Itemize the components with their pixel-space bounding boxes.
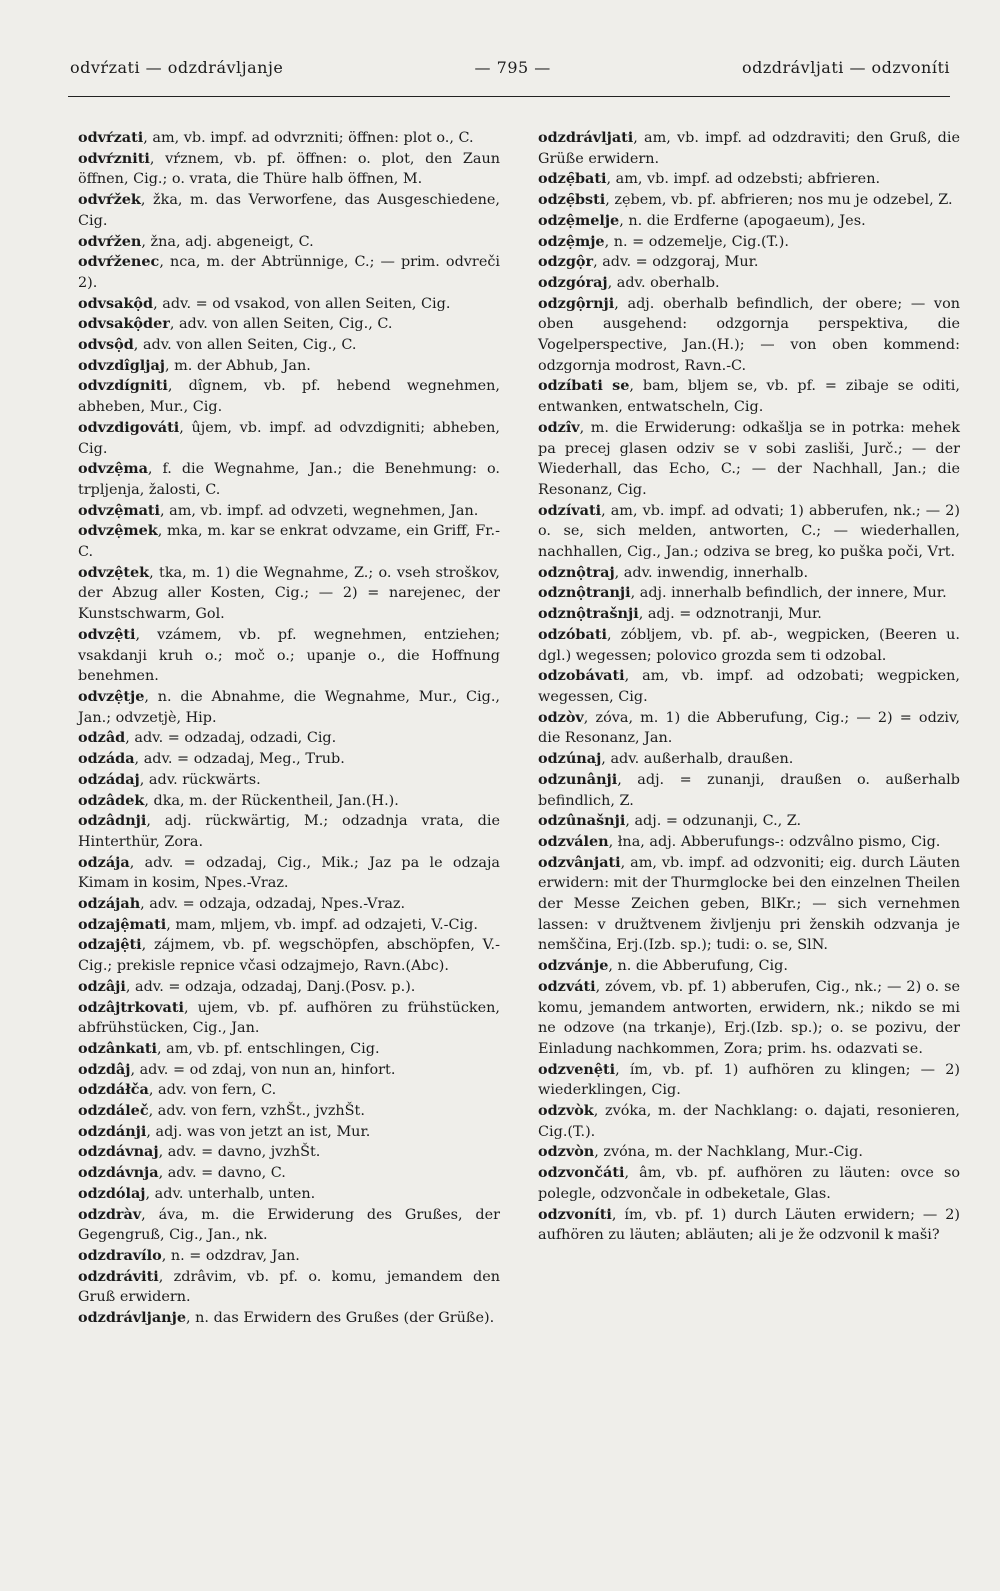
entry-headword: odzdáłča [78,1081,149,1099]
entry-definition: , mam, mljem, vb. impf. ad odzajeti, V.-Cig. [166,916,478,933]
entry-headword: odzvòk [538,1102,594,1120]
entry-definition: , zdrâvim, vb. pf. o. komu, jemandem den Gruß erwidern. [78,1268,500,1306]
entry-headword: odzâd [78,729,126,747]
entry-definition: , vŕznem, vb. pf. öffnen: o. plot, den Zaun öffnen, Cig.; o. vrata, die Thüre halb öffnen, M. [78,150,500,188]
dictionary-entry [78,770,500,791]
dictionary-entry [538,832,960,853]
entry-definition: , adj. innerhalb befindlich, der innere, Mur. [630,585,947,602]
entry-headword: odzgộrnji [538,294,615,312]
entry-headword: odzválen [538,832,609,850]
entry-definition: , tka, m. 1) die Wegnahme, Z.; o. vseh stroškov, der Abzug aller Kosten, Cig.; — 2) = narejenec, der Kunstschwarm, Gol. [78,564,500,623]
entry-headword: odzváti [538,977,596,995]
entry-definition: , m. die Erwiderung: odkašlja se in potrka: mehek pa precej glasen odziv se v sobi zasliši, Jurč.; — der Wiederhall, das Echo, C.; — der Nachhall, Jan.; die Resonanz, Cig. [538,419,960,498]
entry-definition: , adv. = od zdaj, von nun an, hinfort. [130,1061,396,1078]
entry-headword: odzdrávljati [538,129,634,146]
entry-headword: odzîv [538,418,580,436]
page-number: — 795 — [474,58,551,77]
entry-definition: , am, vb. impf. ad odzvoniti; eig. durch Läuten erwidern: mit der Thurmglocke bei den einzelnen Theilen der Messe Zeichen geben, BlKr.; — sich vernehmen lassen: v družtvenem življenju pri ženskih odzvanja je nemščina, Erj.(Izb. sp.); tudi: o. se, SlN. [538,854,960,954]
dictionary-entry [78,687,500,728]
entry-headword: odzajệti [78,936,142,954]
entry-headword: odvŕžen [78,232,142,250]
left-column [78,128,500,1329]
dictionary-entry [538,501,960,563]
entry-headword: odvŕžek [78,191,141,209]
dictionary-entry [78,625,500,687]
entry-definition: , adv. außerhalb, draußen. [601,751,794,768]
entry-definition: , adv. oberhalb. [607,274,720,291]
entry-headword: odznộtranji [538,584,631,602]
entry-headword: odzája [78,853,130,871]
entry-definition: , adv. = odzadaj, Cig., Mik.; Jaz pa le odzaja Kimam in kosim, Npes.-Vraz. [78,854,500,892]
entry-definition: , zvóka, m. der Nachklang: o. dajati, resonieren, Cig.(T.). [538,1103,960,1140]
entry-headword: odzdravílo [78,1246,162,1264]
entry-headword: odzvânjati [538,853,621,871]
entry-definition: , vzámem, vb. pf. wegnehmen, entziehen; vsakdanji kruh o.; moč o.; upanje o., die Hoffnung benehmen. [78,626,500,685]
dictionary-entry [538,811,960,832]
entry-definition: , adv. von allen Seiten, Cig., C. [133,337,357,354]
entry-definition: , n. die Abberufung, Cig. [608,958,788,975]
entry-definition: , adv. = odzaja, odzadaj, Danj.(Posv. p.). [125,978,416,995]
entry-headword: odvŕzniti [78,149,150,167]
dictionary-entry [78,459,500,500]
entry-headword: odzvánje [538,957,609,975]
entry-headword: odvŕženec [78,253,160,271]
entry-headword: odzáda [78,750,135,768]
dictionary-entry [78,1101,500,1122]
dictionary-entry [538,770,960,811]
dictionary-entry [538,853,960,957]
dictionary-entry [78,356,500,377]
entry-headword: odvzdígniti [78,377,168,395]
dictionary-entry [78,998,500,1039]
entry-headword: odzgộr [538,253,594,271]
dictionary-entry [538,749,960,770]
dictionary-entry [538,583,960,604]
entry-headword: odzádaj [78,770,140,788]
entry-headword: odzdánji [78,1122,147,1140]
entry-definition: , am, vb. impf. ad odzobati; wegpicken, wegessen, Cig. [538,668,960,705]
entry-headword: odznộtraj [538,563,615,581]
entry-definition: , am, vb. impf. ad odvrzniti; öffnen: plot o., C. [143,130,474,146]
entry-headword: odzânkati [78,1039,158,1057]
dictionary-entry [538,708,960,749]
entry-headword: odvzệmati [78,501,161,519]
entry-headword: odzvenệti [538,1060,616,1078]
dictionary-entry [538,169,960,190]
entry-headword: odzẹ̑bati [538,170,607,188]
dictionary-entry [78,294,500,315]
entry-headword: odzâdnji [78,812,147,830]
entry-definition: , n. = odzemelje, Cig.(T.). [604,233,789,250]
entry-definition: , ím, vb. pf. 1) aufhören zu klingen; — 2) wiederklingen, Cig. [538,1061,960,1099]
dictionary-entry [78,418,500,459]
dictionary-entry [78,977,500,998]
entry-definition: , zóva, m. 1) die Abberufung, Cig.; — 2) = odziv, die Resonanz, Jan. [538,709,960,747]
dictionary-entry [538,1060,960,1101]
dictionary-entry [538,273,960,294]
entry-headword: odzâdek [78,791,145,809]
dictionary-entry [78,811,500,852]
dictionary-entry [78,563,500,625]
entry-definition: , adj. rückwärtig, M.; odzadnja vrata, die Hinterthür, Zora. [78,813,500,850]
dictionary-entry [78,1080,500,1101]
entry-headword: odzvòn [538,1143,595,1161]
entry-definition: , adv. = davno, jvzhŠt. [158,1144,321,1161]
dictionary-entry [538,1205,960,1246]
entry-headword: odzóbati [538,625,607,643]
entry-headword: odzíbati se [538,377,630,395]
dictionary-entry [538,190,960,211]
dictionary-entry [78,376,500,417]
entry-definition: , adv. unterhalb, unten. [145,1185,316,1202]
entry-headword: odzajệmati [78,915,167,933]
dictionary-entry [538,604,960,625]
dictionary-entry [538,1142,960,1163]
entry-definition: , žka, m. das Verworfene, das Ausgeschiedene, Cig. [78,192,500,229]
entry-definition: , n. die Erdferne (apogaeum), Jes. [619,212,866,229]
entry-definition: , adv. = davno, C. [158,1165,286,1182]
entry-definition: , adj. oberhalb befindlich, der obere; — von oben ausgehend: odzgornja perspektiva, die Vogelperspective, Jan.(H.); — von oben kommend: odzgornja modrost, Ravn.-C. [538,295,960,374]
entry-headword: odvzệma [78,460,148,478]
entry-headword: odvzệti [78,625,136,643]
entry-headword: odzívati [538,501,602,519]
entry-definition: , adv. = odzadaj, odzadi, Cig. [125,730,337,747]
entry-definition: , adv. = od vsakod, von allen Seiten, Cig. [153,295,451,312]
dictionary-entry [78,1184,500,1205]
entry-definition: , adv. inwendig, innerhalb. [614,564,809,581]
dictionary-entry [538,625,960,666]
entry-headword: odzvončáti [538,1164,625,1182]
dictionary-entry [78,1060,500,1081]
entry-definition: , dîgnem, vb. pf. hebend wegnehmen, abheben, Mur., Cig. [78,378,500,416]
entry-headword: odzgóraj [538,273,608,291]
entry-headword: odzâji [78,977,126,995]
entry-headword: odzâjtrkovati [78,998,184,1016]
dictionary-entry [78,853,500,894]
dictionary-entry [538,211,960,232]
entry-headword: odzdávnaj [78,1143,159,1161]
dictionary-entry [538,252,960,273]
dictionary-entry [538,563,960,584]
dictionary-entry [538,232,960,253]
entry-definition: , am, vb. impf. ad odzebsti; abfrieren. [606,171,881,188]
entry-definition: , adv. von fern, vzhŠt., jvzhŠt. [148,1103,365,1120]
dictionary-entry [78,501,500,522]
dictionary-entry [78,190,500,231]
entry-headword: odzdràv [78,1205,142,1223]
entry-headword: odzệmje [538,232,605,250]
entry-headword: odvzdîgljaj [78,356,165,374]
entry-definition: , am, vb. pf. entschlingen, Cig. [157,1040,380,1057]
dictionary-entry [78,791,500,812]
entry-headword: odzdâj [78,1060,131,1078]
entry-definition: , adv. = odzaja, odzadaj, Npes.-Vraz. [140,896,406,913]
dictionary-entry [78,128,500,149]
right-column [538,128,960,1246]
dictionary-entry [78,314,500,335]
entry-definition: , adj. = odznotranji, Mur. [638,606,822,623]
header-right-guideword: odzdrávljati — odzvoníti [741,58,950,77]
dictionary-entry [78,749,500,770]
entry-headword: odzdólaj [78,1184,146,1202]
entry-definition: , dka, m. der Rückentheil, Jan.(H.). [144,792,399,809]
dictionary-entry [78,728,500,749]
entry-headword: odzájah [78,895,141,913]
entry-definition: , adv. rückwärts. [139,771,261,788]
entry-headword: odvsakộd [78,294,154,312]
entry-definition: , âm, vb. pf. aufhören zu läuten: ovce so polegle, odzvončale in odbeketale, Glas. [538,1165,960,1202]
entry-headword: odzobávati [538,667,625,685]
entry-headword: odzvoníti [538,1205,612,1223]
dictionary-entry [78,232,500,253]
running-header [70,58,950,98]
dictionary-entry [78,894,500,915]
entry-definition: , adj. = odzunanji, C., Z. [625,813,802,830]
entry-headword: odzdávnja [78,1164,159,1182]
header-rule [68,96,950,97]
entry-headword: odvsakộder [78,315,170,333]
dictionary-entry [78,521,500,562]
dictionary-entry [538,956,960,977]
entry-definition: , zóbljem, vb. pf. ab-, wegpicken, (Beeren u. dgl.) wegessen; polovico grozda sem ti odzobal. [538,626,960,664]
entry-definition: , am, vb. impf. ad odvzeti, wegnehmen, Jan. [160,502,479,519]
entry-definition: , zvóna, m. der Nachklang, Mur.-Cig. [594,1144,863,1161]
dictionary-entry [78,1039,500,1060]
entry-headword: odvzệmek [78,522,158,540]
entry-headword: odzẹ̑bsti [538,191,606,209]
entry-definition: , adj. = zunanji, draußen o. außerhalb befindlich, Z. [538,771,960,809]
entry-definition: , adv. = odzgoraj, Mur. [593,254,759,271]
dictionary-entry [78,1142,500,1163]
entry-definition: , žna, adj. abgeneigt, C. [141,233,314,250]
entry-definition: , adj. was von jetzt an ist, Mur. [146,1123,371,1140]
dictionary-entry [78,335,500,356]
entry-headword: odvŕzati [78,129,144,146]
entry-headword: odzệmelje [538,211,620,229]
dictionary-entry [78,1267,500,1308]
entry-definition: , nca, m. der Abtrünnige, C.; — prim. odvreči 2). [78,254,500,291]
entry-definition: , adv. von fern, C. [148,1082,277,1099]
entry-headword: odzunânji [538,770,618,788]
entry-definition: , am, vb. impf. ad odvati; 1) abberufen, nk.; — 2) o. se, sich melden, antworten, C.; — wiederhallen, nachhallen, Cig., Jan.; odziva se breg, ko puška poči, Vrt. [538,502,960,561]
entry-headword: odvzệtek [78,563,150,581]
dictionary-entry [538,977,960,1060]
entry-headword: odzúnaj [538,750,602,768]
dictionary-entry [538,376,960,417]
entry-headword: odzdáleč [78,1102,149,1120]
dictionary-entry [538,1101,960,1142]
entry-definition: , adv. von allen Seiten, Cig., C. [169,316,393,333]
entry-definition: , n. das Erwidern des Grußes (der Grüße). [186,1310,495,1327]
entry-headword: odvsộd [78,336,134,354]
entry-definition: , mka, m. kar se enkrat odvzame, ein Griff, Fr.-C. [78,523,500,561]
entry-headword: odvzệtje [78,687,145,705]
header-left-guideword: odvŕzati — odzdrávljanje [70,58,284,77]
entry-definition: , m. der Abhub, Jan. [165,357,311,374]
entry-definition: , bam, bljem se, vb. pf. = zibaje se oditi, entwanken, entwatscheln, Cig. [538,378,960,416]
entry-definition: , ujem, vb. pf. aufhören zu frühstücken, abfrühstücken, Cig., Jan. [78,999,500,1037]
dictionary-entry [78,1308,500,1329]
dictionary-entry [78,915,500,936]
dictionary-entry [538,128,960,169]
dictionary-entry [78,1122,500,1143]
entry-headword: odzdráviti [78,1267,159,1285]
entry-headword: odzûnašnji [538,812,626,830]
dictionary-entry [78,149,500,190]
entry-definition: , zẹbem, vb. pf. abfrieren; nos mu je odzebel, Z. [605,192,953,209]
dictionary-entry [538,294,960,377]
entry-definition: , f. die Wegnahme, Jan.; die Benehmung: o. trpljenja, žalosti, C. [78,461,500,498]
entry-definition: , zájmem, vb. pf. wegschöpfen, abschöpfen, V.-Cig.; prekisle repnice včasi odzajmejo, Ravn.(Abc). [78,937,500,975]
dictionary-entry [78,935,500,976]
entry-definition: , zóvem, vb. pf. 1) abberufen, Cig., nk.; — 2) o. se komu, jemandem antworten, erwidern, nk.; nikdo se mi ne odzove (na trkanje), Erj.(Izb. sp.); o. se pozivu, der Einladung nachkommen, Zora; prim. hs. odazvati se. [538,978,960,1057]
entry-headword: odzòv [538,708,584,726]
entry-definition: , áva, m. die Erwiderung des Grußes, der Gegengruß, Cig., Jan., nk. [78,1206,500,1244]
dictionary-entry [78,252,500,293]
dictionary-entry [78,1246,500,1267]
dictionary-entry [78,1163,500,1184]
entry-definition: , ím, vb. pf. 1) durch Läuten erwidern; — 2) aufhören zu läuten; abläuten; ali je že odzvonil k maši? [538,1206,960,1244]
entry-headword: odvzdigováti [78,418,180,436]
dictionary-entry [538,418,960,501]
entry-definition: , adv. = odzadaj, Meg., Trub. [134,751,345,768]
entry-definition: , n. = odzdrav, Jan. [161,1247,300,1264]
dictionary-entry [78,1205,500,1246]
entry-definition: , łna, adj. Abberufungs-: odzvâlno pismo, Cig. [608,833,941,850]
entry-definition: , n. die Abnahme, die Wegnahme, Mur., Cig., Jan.; odvzetjè, Hip. [78,688,500,726]
entry-headword: odzdrávljanje [78,1309,186,1327]
dictionary-entry [538,666,960,707]
dictionary-entry [538,1163,960,1204]
entry-definition: , ûjem, vb. impf. ad odvzdigniti; abheben, Cig. [78,419,500,457]
entry-headword: odznộtrašnji [538,605,639,623]
entry-definition: , am, vb. impf. ad odzdraviti; den Gruß, die Grüße erwidern. [538,130,960,167]
